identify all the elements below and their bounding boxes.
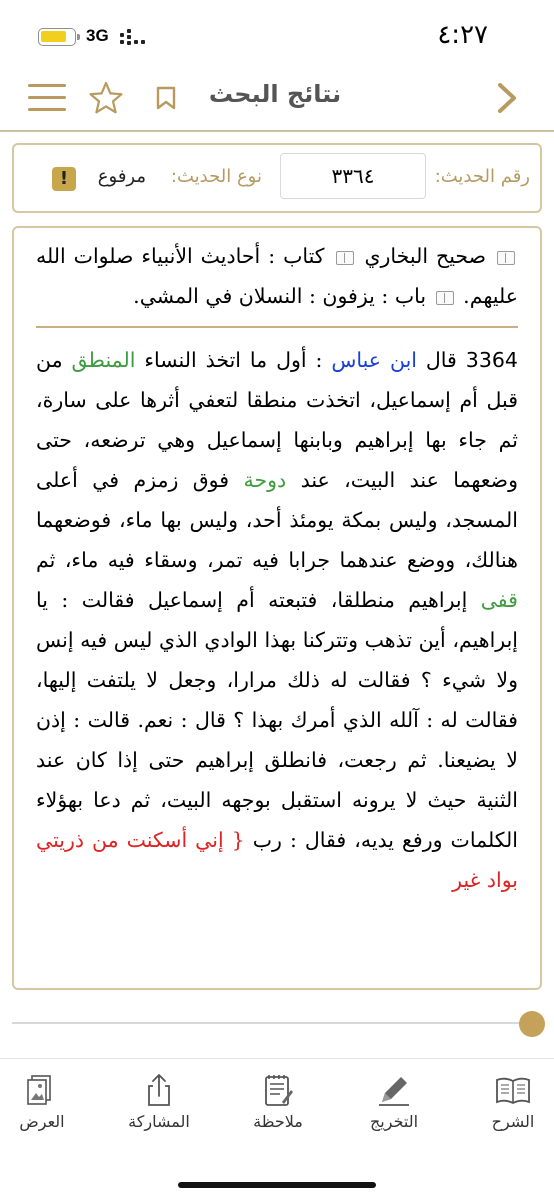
source-book: صحيح البخاري [364,244,487,268]
battery-icon [38,28,76,46]
share-icon [141,1072,177,1108]
text-segment: فوق زمزم في أعلى المسجد، وليس بمكة يومئذ أحد، وليس بها ماء، فوضعهما هنالك، ووضع عندهما جرابا فيه تمر، وسقاء فيه ماء، ثم [36,468,518,572]
tab-label: التخريج [369,1112,419,1131]
book-icon [436,291,454,305]
bookmark-icon[interactable] [155,86,177,110]
hadith-type-value: مرفوع [97,166,146,187]
tab-sharh[interactable] [463,1070,554,1142]
word-link[interactable]: دوحة [243,468,287,492]
hadith-source [36,236,518,316]
pencil-icon [376,1072,412,1108]
bab-label: باب : [381,284,427,308]
text-segment: من قبل أم إسماعيل، اتخذت منطقا لتعفي أثرها على سارة، ثم جاء بها إبراهيم وبابنها إسماعيل وهي ترضعه، حتى وضعهما عند البيت، عند [36,348,518,492]
tab-label: العرض [19,1112,65,1131]
tab-takhrij[interactable] [344,1070,444,1142]
menu-icon[interactable] [28,84,66,112]
kitab-value: أحاديث الأنبياء صلوات الله عليهم. [36,244,518,308]
image-doc-icon [24,1072,60,1108]
said-word: قال [425,348,457,372]
reading-slider-thumb[interactable] [519,1011,545,1037]
tab-label: ملاحظة [253,1112,303,1131]
hadith-number-label: رقم الحديث: [434,166,530,187]
text-segment: إبراهيم منطلقا، فتبعته أم إسماعيل فقالت : يا إبراهيم، أين تذهب وتتركنا بهذا الوادي الذي ليس فيه إنس ولا شيء ؟ فقالت له ذلك مرارا، وجعل لا يلتفت إليها، فقالت له : آلله الذي أمرك بهذا ؟ قال : نعم. قالت : إذن لا يضيعنا. ثم رجعت، فانطلق إبراهيم حتى إذا كان عند الثنية حيث لا يرونه استقبل بوجهه البيت، ثم دعا بهؤلاء الكلمات ورفع يديه، فقال : رب [36,588,518,852]
kitab-label: كتاب : [268,244,325,268]
tab-label: المشاركة [128,1112,190,1131]
tab-label: الشرح [491,1112,535,1131]
tab-share[interactable] [109,1070,209,1142]
text-segment: : أول ما اتخذ النساء [144,348,323,372]
chevron-right-icon[interactable] [494,82,520,114]
status-time: ٤:٢٧ [437,20,488,50]
hadith-text-container [36,236,518,900]
reading-slider-track[interactable] [12,1022,532,1024]
signal-icon [120,29,150,47]
network-label: 3G [86,26,109,45]
page-title: نتائج البحث [208,80,342,108]
status-bar [0,0,554,70]
bab-value: يزفون : النسلان في المشي. [133,284,375,308]
star-icon[interactable] [88,80,124,116]
home-indicator [178,1182,376,1188]
narrator-link[interactable]: ابن عباس [331,348,417,372]
hadith-number-field[interactable]: ٣٣٦٤ [280,153,426,199]
word-link[interactable]: قفى [480,588,518,612]
word-link[interactable]: المنطق [71,348,136,372]
hadith-number: 3364 [465,348,518,372]
book-icon [336,251,354,265]
divider [36,326,518,328]
hadith-content [12,226,542,990]
hadith-type-label: نوع الحديث: [170,166,262,187]
open-book-icon [495,1072,531,1108]
quran-verse: { إني أسكنت من ذريتي بواد غير [36,828,518,892]
tab-note[interactable] [228,1070,328,1142]
book-icon [497,251,515,265]
warning-icon[interactable]: ! [52,167,76,191]
tab-view[interactable] [0,1070,92,1142]
note-icon [260,1072,296,1108]
hadith-body [36,340,518,900]
